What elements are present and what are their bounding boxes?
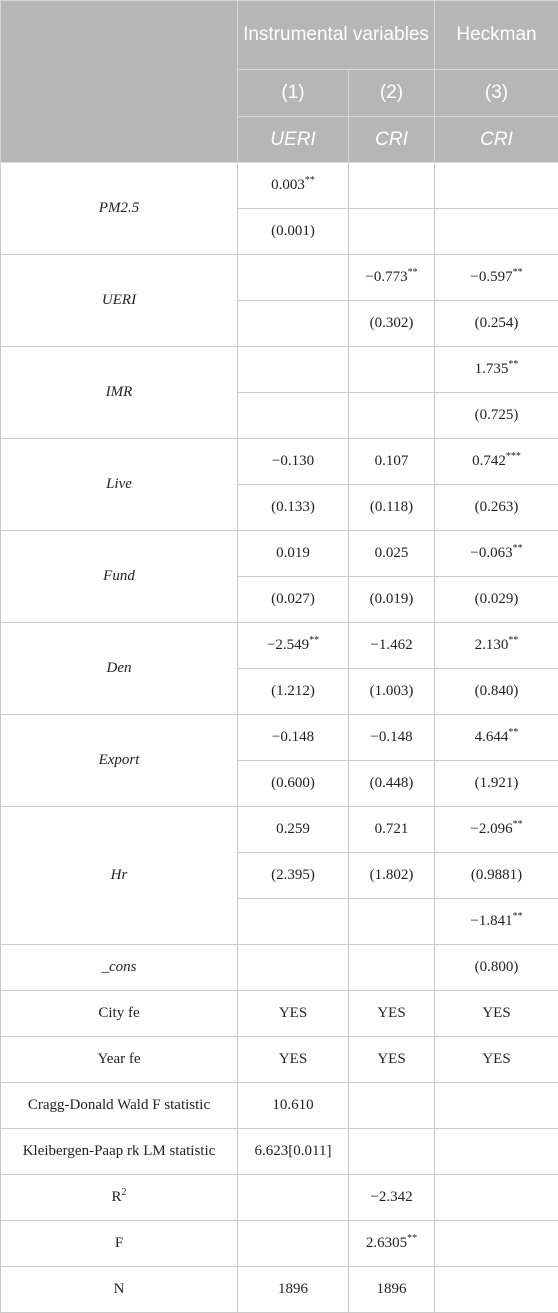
cell-se: (0.029) xyxy=(435,577,558,623)
cell-coef: 1.735** xyxy=(435,347,558,393)
cell-empty xyxy=(435,1083,558,1129)
cell-se: (0.019) xyxy=(349,577,435,623)
cell-coef: −0.130 xyxy=(238,439,349,485)
table-row-n xyxy=(1,1267,558,1313)
cell-empty xyxy=(238,945,349,991)
header-instrumental-variables: Instrumental variables xyxy=(238,1,435,70)
cell-se: (0.263) xyxy=(435,485,558,531)
col-number-2: (2) xyxy=(349,70,435,117)
cell-se: (1.802) xyxy=(349,853,435,899)
table-row-cragg-donald xyxy=(1,1083,558,1129)
table-row-live xyxy=(1,439,558,485)
cell-se: (0.9881) xyxy=(435,853,558,899)
row-label-live: Live xyxy=(1,439,238,531)
cell-value: YES xyxy=(435,991,558,1037)
corner-header-cell xyxy=(1,1,238,163)
row-label-kleibergen-paap: Kleibergen-Paap rk LM statistic xyxy=(1,1129,238,1175)
cell-coef: −1.841** xyxy=(435,899,558,945)
cell-empty xyxy=(349,945,435,991)
row-label-year-fe: Year fe xyxy=(1,1037,238,1083)
cell-coef: 0.259 xyxy=(238,807,349,853)
cell-empty xyxy=(238,1221,349,1267)
cell-empty xyxy=(349,163,435,209)
row-label-den: Den xyxy=(1,623,238,715)
cell-value: YES xyxy=(349,1037,435,1083)
cell-empty xyxy=(349,899,435,945)
cell-se: (0.133) xyxy=(238,485,349,531)
cell-se: (0.001) xyxy=(238,209,349,255)
header-heckman: Heckman xyxy=(435,1,558,70)
cell-se: (0.800) xyxy=(435,945,558,991)
cell-empty xyxy=(238,899,349,945)
table-row-hr xyxy=(1,807,558,853)
table-row-cons xyxy=(1,945,558,991)
cell-value: 1896 xyxy=(349,1267,435,1313)
cell-coef: −0.148 xyxy=(238,715,349,761)
cell-coef: −1.462 xyxy=(349,623,435,669)
cell-se: (0.302) xyxy=(349,301,435,347)
cell-coef: −0.597** xyxy=(435,255,558,301)
cell-empty xyxy=(435,1175,558,1221)
cell-coef: 4.644** xyxy=(435,715,558,761)
cell-se: (0.600) xyxy=(238,761,349,807)
table-row-kleibergen-paap xyxy=(1,1129,558,1175)
row-label-hr: Hr xyxy=(1,807,238,945)
cell-coef: 0.721 xyxy=(349,807,435,853)
cell-se: (0.725) xyxy=(435,393,558,439)
cell-empty xyxy=(435,209,558,255)
cell-empty xyxy=(435,1267,558,1313)
cell-empty xyxy=(238,1175,349,1221)
cell-value: YES xyxy=(435,1037,558,1083)
cell-value: YES xyxy=(238,1037,349,1083)
cell-se: (1.921) xyxy=(435,761,558,807)
cell-coef: 0.003** xyxy=(238,163,349,209)
cell-empty xyxy=(238,301,349,347)
cell-coef: 2.130** xyxy=(435,623,558,669)
cell-value: 10.610 xyxy=(238,1083,349,1129)
row-label-r-squared: $R^2$ xyxy=(1,1175,238,1221)
row-label-n: N xyxy=(1,1267,238,1313)
cell-se: (0.118) xyxy=(349,485,435,531)
cell-coef: −2.549** xyxy=(238,623,349,669)
col-number-3: (3) xyxy=(435,70,558,117)
cell-se: (0.840) xyxy=(435,669,558,715)
table-row-f xyxy=(1,1221,558,1267)
cell-value: YES xyxy=(238,991,349,1037)
cell-empty xyxy=(435,163,558,209)
table-row-fund xyxy=(1,531,558,577)
cell-empty xyxy=(349,209,435,255)
row-label-ueri: UERI xyxy=(1,255,238,347)
cell-empty xyxy=(435,1221,558,1267)
cell-coef: 0.107 xyxy=(349,439,435,485)
cell-value: 2.6305** xyxy=(349,1221,435,1267)
cell-value: 6.623[0.011] xyxy=(238,1129,349,1175)
col-number-1: (1) xyxy=(238,70,349,117)
cell-empty xyxy=(238,347,349,393)
table-row-imr xyxy=(1,347,558,393)
row-label-cons: _cons xyxy=(1,945,238,991)
cell-empty xyxy=(349,393,435,439)
table-row-den xyxy=(1,623,558,669)
cell-coef: −2.096** xyxy=(435,807,558,853)
cell-se: (1.212) xyxy=(238,669,349,715)
cell-empty xyxy=(349,347,435,393)
row-label-export: Export xyxy=(1,715,238,807)
cell-coef: 0.025 xyxy=(349,531,435,577)
cell-value: −2.342 xyxy=(349,1175,435,1221)
cell-value: YES xyxy=(349,991,435,1037)
table-row-year-fe xyxy=(1,1037,558,1083)
row-label-city-fe: City fe xyxy=(1,991,238,1037)
cell-coef: −0.773** xyxy=(349,255,435,301)
cell-coef: 0.019 xyxy=(238,531,349,577)
table-row-r-squared xyxy=(1,1175,558,1221)
cell-coef: −0.148 xyxy=(349,715,435,761)
row-label-cragg-donald: Cragg-Donald Wald F statistic xyxy=(1,1083,238,1129)
col-dependent-var-1: UERI xyxy=(238,117,349,163)
row-label-pm25: PM2.5 xyxy=(1,163,238,255)
row-label-fund: Fund xyxy=(1,531,238,623)
row-label-imr: IMR xyxy=(1,347,238,439)
cell-empty xyxy=(349,1083,435,1129)
cell-coef: −0.063** xyxy=(435,531,558,577)
row-label-f: F xyxy=(1,1221,238,1267)
table-row-city-fe xyxy=(1,991,558,1037)
cell-se: (0.254) xyxy=(435,301,558,347)
cell-empty xyxy=(349,1129,435,1175)
table-row-pm25 xyxy=(1,163,558,209)
cell-empty xyxy=(238,393,349,439)
cell-se: (2.395) xyxy=(238,853,349,899)
table-row-ueri xyxy=(1,255,558,301)
col-dependent-var-2: CRI xyxy=(349,117,435,163)
table-row-export xyxy=(1,715,558,761)
cell-coef: 0.742*** xyxy=(435,439,558,485)
cell-se: (0.448) xyxy=(349,761,435,807)
cell-se: (0.027) xyxy=(238,577,349,623)
cell-empty xyxy=(238,255,349,301)
col-dependent-var-3: CRI xyxy=(435,117,558,163)
cell-value: 1896 xyxy=(238,1267,349,1313)
cell-empty xyxy=(435,1129,558,1175)
cell-se: (1.003) xyxy=(349,669,435,715)
